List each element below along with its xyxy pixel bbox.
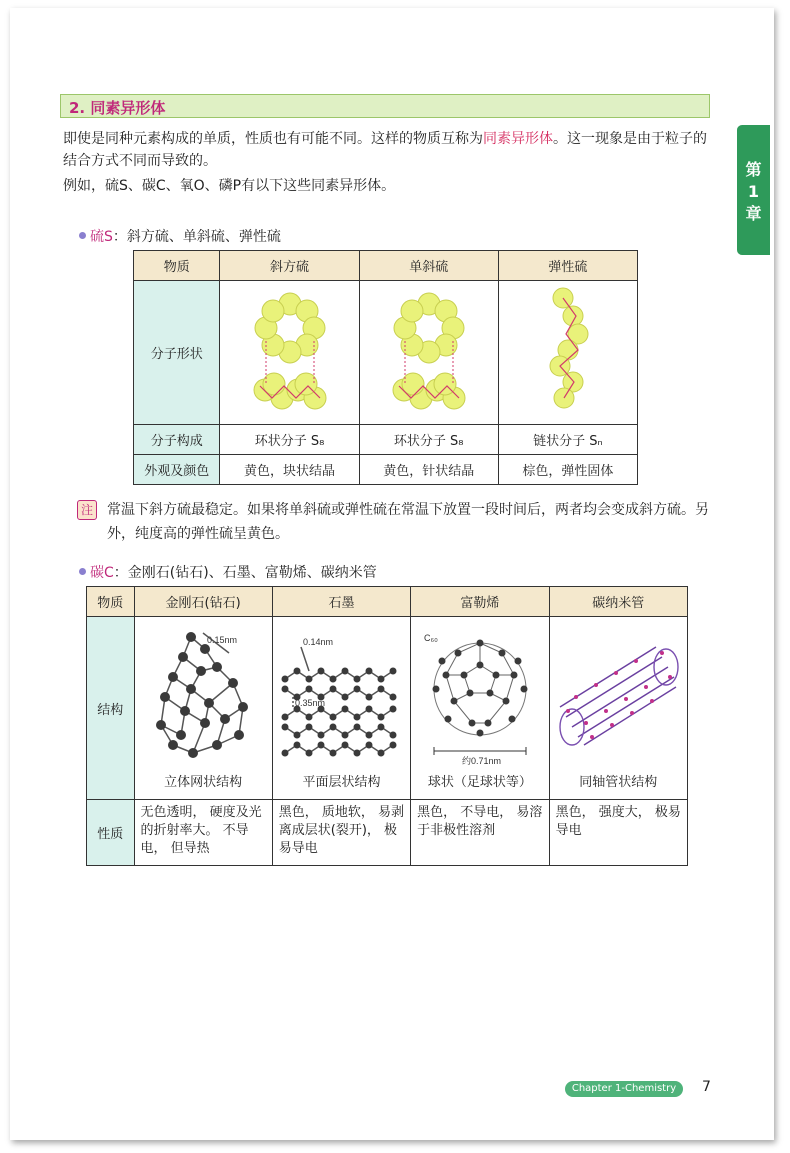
s8-ring-diagram: [379, 286, 479, 416]
sulfur-heading: [79, 226, 281, 246]
diamond-dimension: 0.15nm: [207, 634, 238, 645]
structure-caption: 同轴管状结构: [579, 774, 658, 790]
plastic-sulfur-image: [498, 281, 637, 425]
table-header: 物质: [87, 587, 135, 617]
graphite-layer-distance: 0.35nm: [295, 697, 326, 708]
table-cell: 环状分子 S₈: [359, 425, 498, 455]
table-cell: 棕色，弹性固体: [498, 455, 637, 485]
table-header: 碳纳米管: [549, 587, 687, 617]
monoclinic-sulfur-image: [359, 281, 498, 425]
structure-caption: 球状（足球状等）: [427, 774, 532, 790]
chapter-tab[interactable]: [737, 125, 770, 255]
chapter-tab-char: 章: [745, 204, 762, 223]
table-header: 石墨: [272, 587, 410, 617]
table-header: 单斜硫: [359, 251, 498, 281]
fullerene-diameter: 约0.71nm: [461, 755, 501, 766]
diamond-structure-diagram: [143, 627, 263, 767]
chapter-tab-number: 1: [747, 182, 760, 201]
property-cell: 黑色， 质地软， 易剥离成层状(裂开)， 极易导电: [272, 800, 410, 866]
graphite-structure-diagram: [279, 627, 403, 767]
property-cell: 黑色， 强度大， 极易导电: [549, 800, 687, 866]
intro-example: 例如，硫S、碳C、氧O、磷P有以下这些同素异形体。: [63, 178, 396, 194]
chapter-footer-label: Chapter 1-Chemistry: [565, 1081, 683, 1097]
row-label: 分子形状: [134, 281, 220, 425]
note-badge: 注: [77, 500, 97, 520]
section-title: 2. 同素异形体: [69, 99, 166, 117]
graphite-bond-length: 0.14nm: [303, 636, 334, 647]
table-cell: 链状分子 Sₙ: [498, 425, 637, 455]
structure-caption: 平面层状结构: [302, 774, 381, 790]
intro-paragraph: [63, 128, 713, 172]
fullerene-structure-diagram: [418, 627, 542, 767]
nanotube-cell: [549, 617, 687, 800]
sulfur-table: [133, 250, 638, 485]
graphite-cell: [272, 617, 410, 800]
row-label: 结构: [87, 617, 135, 800]
row-label: 性质: [87, 800, 135, 866]
table-header: 金刚石(钻石): [134, 587, 272, 617]
carbon-label: 碳C: [90, 565, 114, 581]
diamond-cell: [134, 617, 272, 800]
table-cell: 黄色，针状结晶: [359, 455, 498, 485]
row-label: 外观及颜色: [134, 455, 220, 485]
table-cell: 黄色，块状结晶: [220, 455, 359, 485]
bullet-icon: [79, 232, 86, 239]
sulfur-label: 硫S: [90, 229, 113, 245]
table-header: 弹性硫: [498, 251, 637, 281]
chapter-tab-char: 第: [745, 160, 762, 179]
nanotube-structure-diagram: [556, 627, 680, 767]
rhombic-sulfur-image: [220, 281, 359, 425]
sulfur-list: ：斜方硫、单斜硫、弹性硫: [112, 229, 281, 245]
fullerene-formula: C₆₀: [423, 632, 438, 643]
carbon-list: ：金刚石(钻石)、石墨、富勒烯、碳纳米管: [113, 565, 377, 581]
property-cell: 黑色， 不导电， 易溶于非极性溶剂: [411, 800, 549, 866]
section-header: [60, 94, 710, 118]
page-number: 7: [702, 1079, 711, 1095]
carbon-table: [86, 586, 688, 866]
sn-chain-diagram: [518, 286, 618, 416]
bullet-icon: [79, 568, 86, 575]
table-header: 富勒烯: [411, 587, 549, 617]
row-label: 分子构成: [134, 425, 220, 455]
s8-ring-diagram: [240, 286, 340, 416]
fullerene-cell: [411, 617, 549, 800]
table-cell: 环状分子 S₈: [220, 425, 359, 455]
intro-text: 即使是同种元素构成的单质，性质也有可能不同。这样的物质互称为: [63, 131, 483, 147]
property-cell: 无色透明， 硬度及光的折射率大。 不导电， 但导热: [134, 800, 272, 866]
table-header: 斜方硫: [220, 251, 359, 281]
intro-text: 。这一现象是由于粒子的结合方式不同而导致的。: [63, 131, 707, 169]
carbon-heading: [79, 562, 377, 582]
intro-highlight-term: 同素异形体: [483, 131, 553, 147]
note-text: 常温下斜方硫最稳定。如果将单斜硫或弹性硫在常温下放置一段时间后，两者均会变成斜方硫。另外，纯度高的弹性硫呈黄色。: [107, 502, 709, 542]
table-header: 物质: [134, 251, 220, 281]
structure-caption: 立体网状结构: [164, 774, 243, 790]
